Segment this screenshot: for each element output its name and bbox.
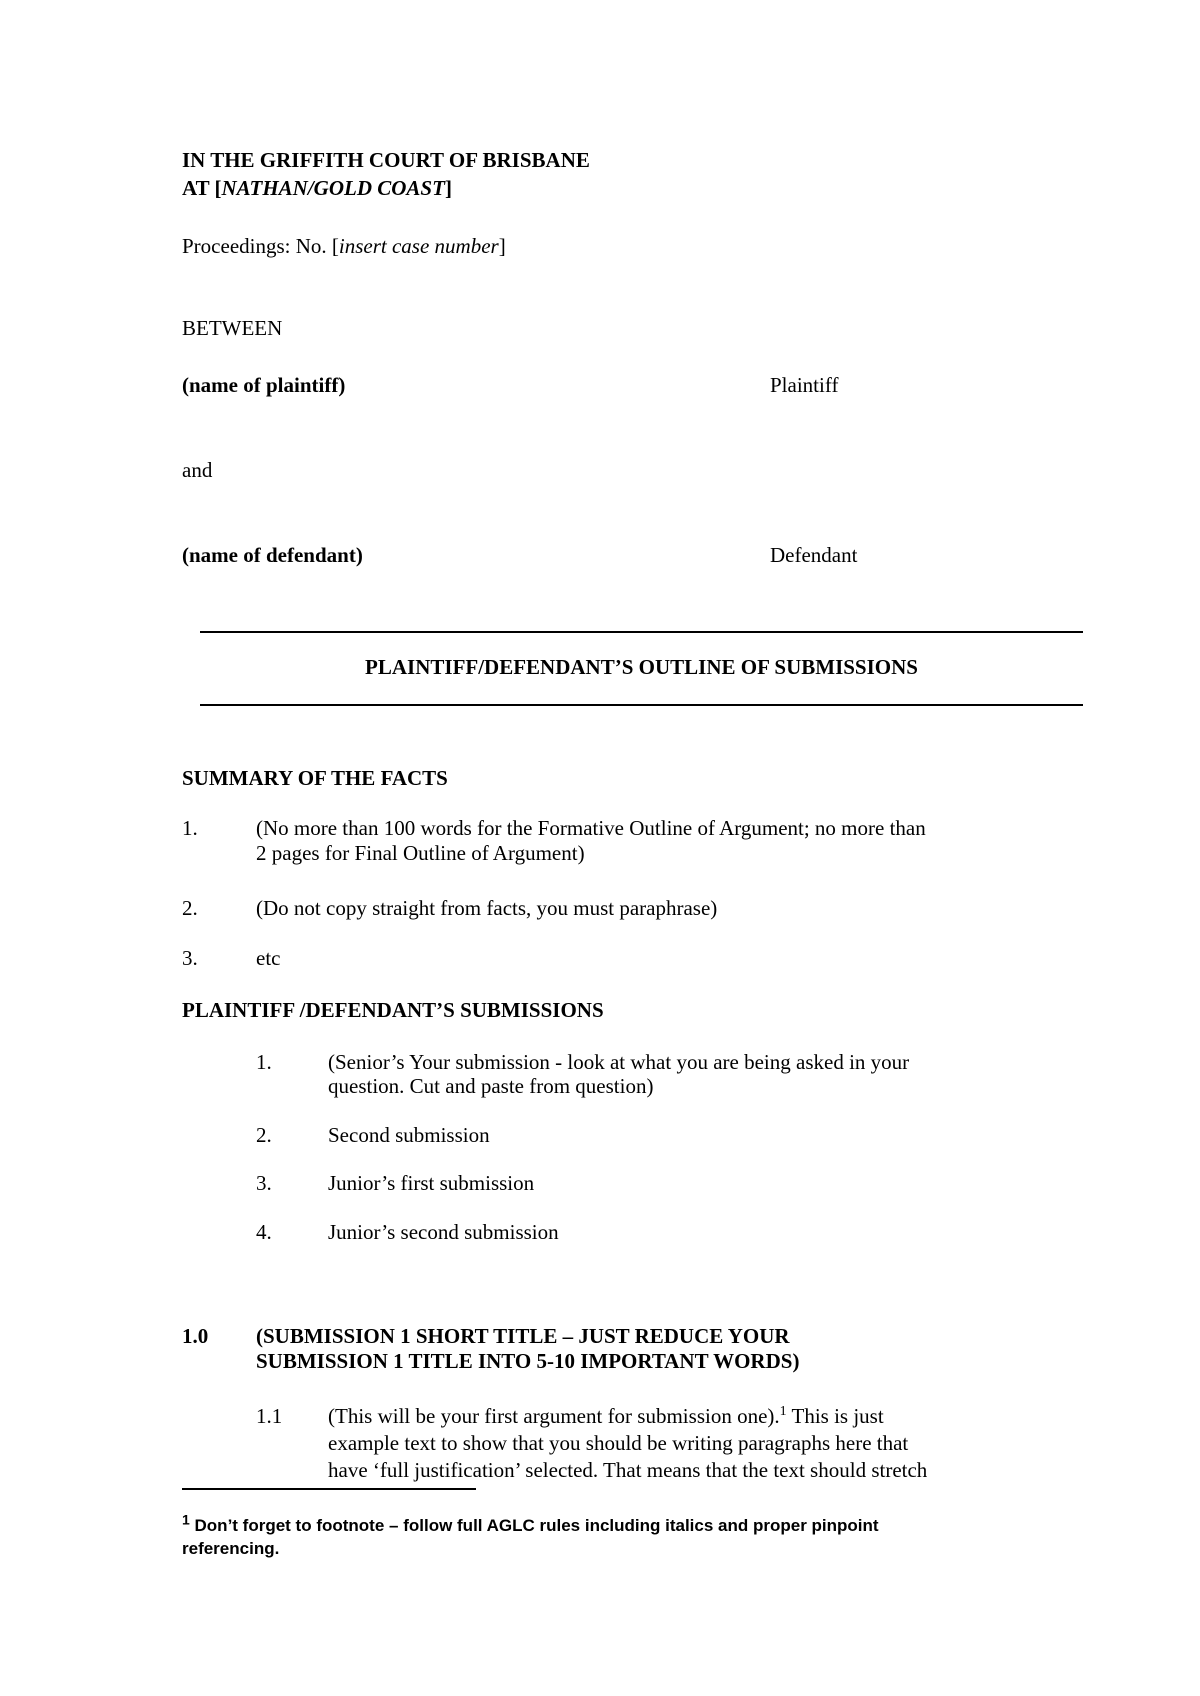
defendant-role: Defendant [770,543,858,567]
summary-item-number: 3. [182,946,198,970]
defendant-name: (name of defendant) [182,543,363,567]
submission-item-number: 3. [256,1171,272,1195]
summary-item-text: etc [256,946,281,970]
submission-item-text: question. Cut and paste from question) [328,1074,654,1098]
summary-item-text: (Do not copy straight from facts, you must paraphrase) [256,896,718,920]
summary-item-text: (No more than 100 words for the Formative Outline of Argument; no more than [256,816,926,840]
submission-item-text: Junior’s second submission [328,1220,559,1244]
submission-item-number: 2. [256,1123,272,1147]
summary-heading: SUMMARY OF THE FACTS [182,766,448,790]
footnote-mark: 1 [182,1511,190,1528]
summary-item-number: 1. [182,816,198,840]
and-label: and [182,458,213,482]
between-label: BETWEEN [182,316,283,340]
proceedings-line: Proceedings: No. [insert case number] [182,234,506,258]
summary-item-text: 2 pages for Final Outline of Argument) [256,841,585,865]
plaintiff-role: Plaintiff [770,373,839,397]
footnote-text: referencing. [182,1539,280,1558]
section-number: 1.0 [182,1324,209,1348]
submission-item-text: (Senior’s Your submission - look at what you are being asked in your [328,1050,910,1074]
submission-item-text: Junior’s first submission [328,1171,535,1195]
court-location: AT [NATHAN/GOLD COAST] [182,176,452,200]
submission-item-number: 4. [256,1220,272,1244]
section-title: SUBMISSION 1 TITLE INTO 5-10 IMPORTANT WORDS) [256,1349,800,1373]
footnote-separator [182,1488,476,1490]
paragraph-number: 1.1 [256,1404,283,1428]
submission-item-text: Second submission [328,1123,490,1147]
title-rule-top [200,631,1083,633]
footnote-text: $^1$ Don’t forget to footnote – follow full AGLC rules including italics and proper pinpoint [182,1511,879,1535]
submission-item-number: 1. [256,1050,272,1074]
court-name: IN THE GRIFFITH COURT OF BRISBANE [182,148,590,172]
summary-item-number: 2. [182,896,198,920]
paragraph-line: have ‘full justification’ selected. That means that the text should stretch [328,1458,928,1482]
paragraph-line: (This will be your first argument for submission one).$^1$ This is just [328,1404,884,1428]
title-rule-bottom [200,704,1083,706]
section-title: (SUBMISSION 1 SHORT TITLE – JUST REDUCE YOUR [256,1324,790,1348]
submissions-heading: PLAINTIFF /DEFENDANT’S SUBMISSIONS [182,998,604,1022]
plaintiff-name: (name of plaintiff) [182,373,346,397]
document-title: PLAINTIFF/DEFENDANT’S OUTLINE OF SUBMISSIONS [365,655,918,679]
paragraph-line: example text to show that you should be writing paragraphs here that [328,1431,909,1455]
footnote-reference[interactable]: 1 [779,1404,787,1419]
